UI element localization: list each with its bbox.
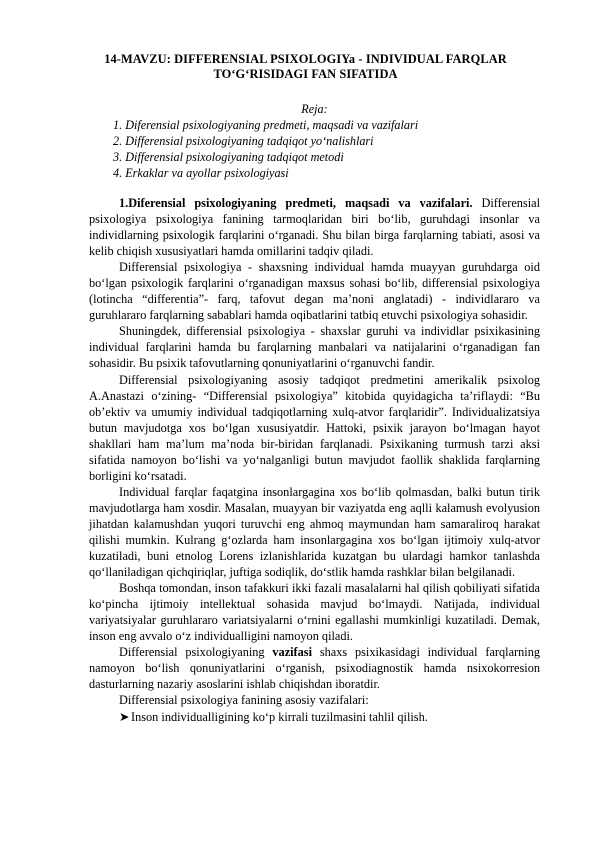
page-title: 14-MAVZU: DIFFERENSIAL PSIXOLOGIYa - INDIVIDUAL FARQLAR TO‘G‘RISIDAGI FAN SIFATIDA	[104, 52, 507, 81]
paragraph: Individual farqlar faqatgina insonlargagina xos bo‘lib qolmasdan, balki butun tirik mavjudotlarga ham xosdir. Masalan, muayyan bir vaziyatda eng aqlli kalamush evolyusion jihatdan kalamushdan yuqori turuvchi eng ahmoq maymundan ham samaraliroq harakat qilishi mumkin. Kulrang g‘ozlarda ham insonlargagina xos bo‘lgan ijtimoiy xulq-atvor kuzatiladi, buni etnolog Lorens izlanishlarida kuzatgan bu ulardagi hamkor tanlashda qo‘llaniladigan qichqiriqlar, juftiga sodiqlik, do‘stlik hamda rashklar bilan belgilanadi.	[89, 484, 540, 580]
paragraph-text: shaxs psixikasidagi individual farqlarning namoyon bo‘lish qonuniyatlarini o‘rganish, psixodiagnostik hamda nsixokorresion dasturlarning nazariy asoslarini ishlab chiqishdan iboratdir.	[89, 645, 540, 692]
paragraph	[89, 195, 540, 259]
paragraph: Differensial psixologiya fanining asosiy vazifalari:	[119, 693, 369, 708]
section-heading: 1.Diferensial psixologiyaning predmeti, maqsadi va vazifalari.	[119, 196, 473, 210]
bullet-text: Inson individualligining ko‘p kirrali tuzilmasini tahlil qilish.	[131, 709, 428, 724]
paragraph	[89, 644, 540, 692]
paragraph-text: Differensial psixologiyaning	[119, 645, 273, 660]
paragraph: Differensial psixologiya - shaxsning individual hamda muayyan guruhdarga oid bo‘lgan psixologik farqlarini o‘rganadigan maxsus sohasi bo‘lib, differensial psixologiya (lotincha “differentia”- farq, tafovut degan ma’noni anglatadi) - individlararo va guruhlararo farqlarning sabablari hamda oqibatlarini tatbiq etuvchi psixologiya sohasidir.	[89, 260, 540, 323]
paragraph: Differensial psixologiyaning asosiy tadqiqot predmetini amerikalik psixolog A.Anastazi o‘zining- “Differensial psixologiya” kitobida quyidagicha ta’riflaydi: “Bu ob’ektiv va umumiy individual tadqiqotlarning xulq-atvor farqlaridir”. Individualizatsiya butun mavjudotga xos bo‘lgan xususiyatdir. Hattoki, psixik jarayon bo‘lmagan hayot shakllari ham ma’lum ma’noda bir-biridan farqlanadi. Psixikaning turmush tarzi aksi sifatida namoyon bo‘lishi va yo‘nalganligi butun mavjudot faollik shaklida farqlarning borligini ko‘rsatadi.	[89, 372, 540, 483]
plan-item: 2. Differensial psixologiyaning tadqiqot yo‘nalishlari	[113, 134, 374, 148]
emphasis-text: vazifasi	[272, 645, 313, 660]
document-body	[89, 195, 540, 725]
arrow-bullet-icon: ➤	[119, 709, 130, 724]
plan-list	[113, 117, 540, 181]
plan-item: 4. Erkaklar va ayollar psixologiyasi	[113, 166, 289, 180]
plan-heading: Reja:	[301, 102, 328, 116]
plan-item: 1. Diferensial psixologiyaning predmeti, maqsadi va vazifalari	[113, 118, 419, 132]
bullet-item	[119, 709, 540, 725]
plan-item: 3. Differensial psixologiyaning tadqiqot metodi	[113, 150, 344, 164]
paragraph: Shuningdek, differensial psixologiya - shaxslar guruhi va individlar psixikasining individual farqlarini hamda bu farqlarning manbalari va natijalarini o‘rganadigan fan sohasidir. Bu psixik tafovutlarning qonuniyatlarini o‘rganuvchi fandir.	[89, 324, 540, 371]
paragraph-text: Differensial psixologiya psixologiya fanining tarmoqlaridan biri bo‘lib, guruhdagi insonlar va individlarning psixologik farqlarini o‘rganadi. Shu bilan birga farqlarning tabiati, asosi va kelib chiqish xususiyatlari hamda omillarini tadqiv qiladi.	[89, 196, 540, 259]
paragraph: Boshqa tomondan, inson tafakkuri ikki fazali masalalarni hal qilish qobiliyati sifatida ko‘pincha ijtimoiy intellektual sohasida mavjud bo‘lmaydi. Natijada, individual variyatsiyalar guruhlararo variatsiyalarni o‘rnini egallashi mumkinligi kuzatiladi. Demak, inson eng avvalo o‘z individualligini namoyon qiladi.	[89, 581, 540, 644]
